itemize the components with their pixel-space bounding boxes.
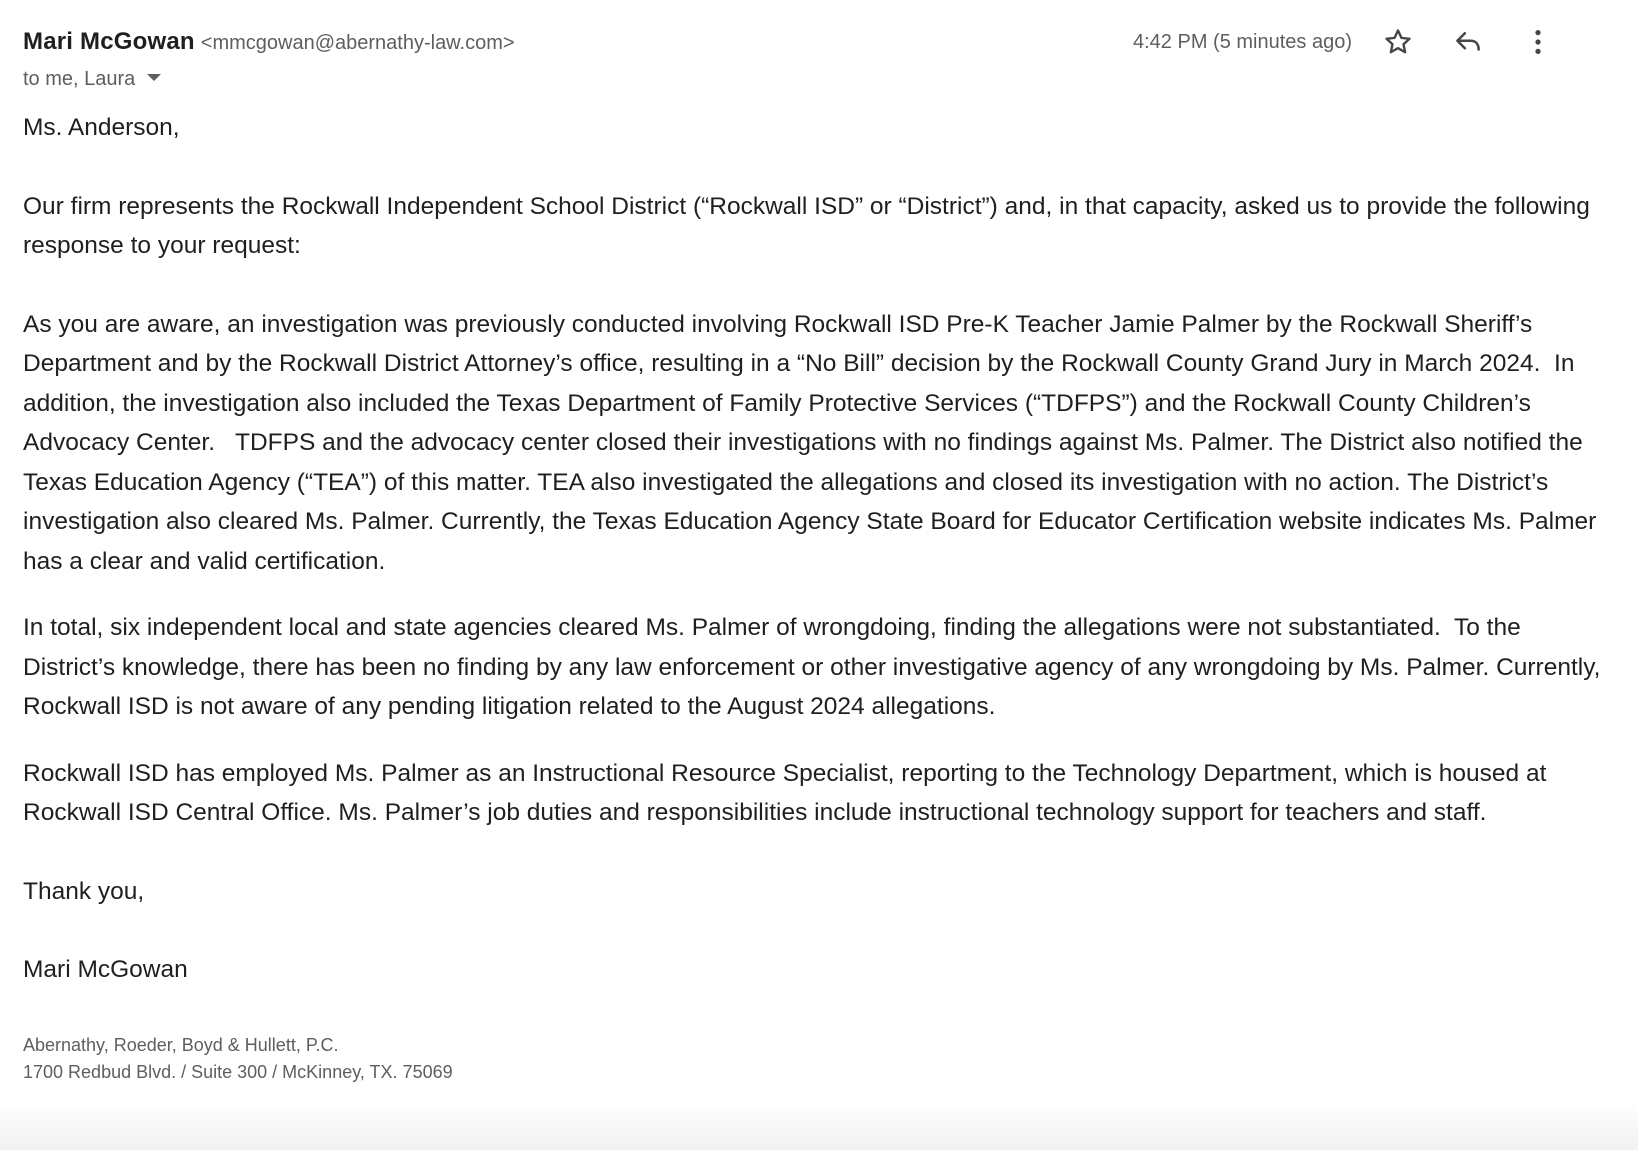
spacer <box>23 911 1603 950</box>
firm-address: 1700 Redbud Blvd. / Suite 300 / McKinney, TX. 75069 <box>23 1062 453 1082</box>
spacer <box>23 266 1603 305</box>
more-vert-icon <box>1523 27 1553 57</box>
body-paragraph: Rockwall ISD has employed Ms. Palmer as an Instructional Resource Specialist, reporting to the Technology Department, which is housed at Rockwall ISD Central Office. Ms. Palmer’s job duties and responsibilities include instructional technology support for teachers and staff. <box>23 759 1554 826</box>
caret-down-icon[interactable] <box>147 74 161 81</box>
sender-email[interactable]: <mmcgowan@abernathy-law.com> <box>200 32 515 54</box>
sender-line <box>23 22 515 65</box>
recipients-line[interactable] <box>23 64 161 94</box>
body-paragraph: Our firm represents the Rockwall Independent School District (“Rockwall ISD” or “District”) and, in that capacity, asked us to provide the following response to your request: <box>23 192 1597 259</box>
more-options-button[interactable] <box>1514 22 1562 62</box>
signature-footer <box>23 1032 453 1086</box>
spacer <box>23 833 1603 872</box>
spacer <box>23 727 1603 754</box>
message-meta <box>1133 22 1562 62</box>
body-paragraph: In total, six independent local and state agencies cleared Ms. Palmer of wrongdoing, finding the allegations were not substantiated. To the District’s knowledge, there has been no finding by any law enforcement or other investigative agency of any wrongdoing by Ms. Palmer. Currently, Rockwall ISD is not aware of any pending litigation related to the August 2024 allegations. <box>23 614 1608 720</box>
reply-button[interactable] <box>1444 22 1492 62</box>
spacer <box>23 148 1603 187</box>
timestamp[interactable]: 4:42 PM (5 minutes ago) <box>1133 30 1352 53</box>
email-body <box>23 108 1608 990</box>
spacer <box>23 581 1603 608</box>
star-icon <box>1383 27 1413 57</box>
signature-name: Mari McGowan <box>23 956 188 983</box>
body-paragraph: As you are aware, an investigation was previously conducted involving Rockwall ISD Pre-K Teacher Jamie Palmer by the Rockwall Sheriff’s Department and by the Rockwall District Attorney’s office, resulting in a “No Bill” decision by the Rockwall County Grand Jury in March 2024. In addition, the investigation also included the Texas Department of Family Protective Services (“TDFPS”) and the Rockwall County Children’s Advocacy Center. TDFPS and the advocacy center closed their investigations with no findings against Ms. Palmer. The District also notified the Texas Education Agency (“TEA”) of this matter. TEA also investigated the allegations and closed its investigation with no action. The District’s investigation also cleared Ms. Palmer. Currently, the Texas Education Agency State Board for Educator Certification website indicates Ms. Palmer has a clear and valid certification. <box>23 310 1604 575</box>
sender-name[interactable]: Mari McGowan <box>23 28 195 55</box>
firm-name: Abernathy, Roeder, Boyd & Hullett, P.C. <box>23 1035 339 1055</box>
email-header <box>23 22 1638 92</box>
reply-icon <box>1453 27 1483 57</box>
star-button[interactable] <box>1374 22 1422 62</box>
recipients-text: to me, Laura <box>23 68 136 90</box>
closing: Thank you, <box>23 877 145 905</box>
greeting: Ms. Anderson, <box>23 114 180 141</box>
